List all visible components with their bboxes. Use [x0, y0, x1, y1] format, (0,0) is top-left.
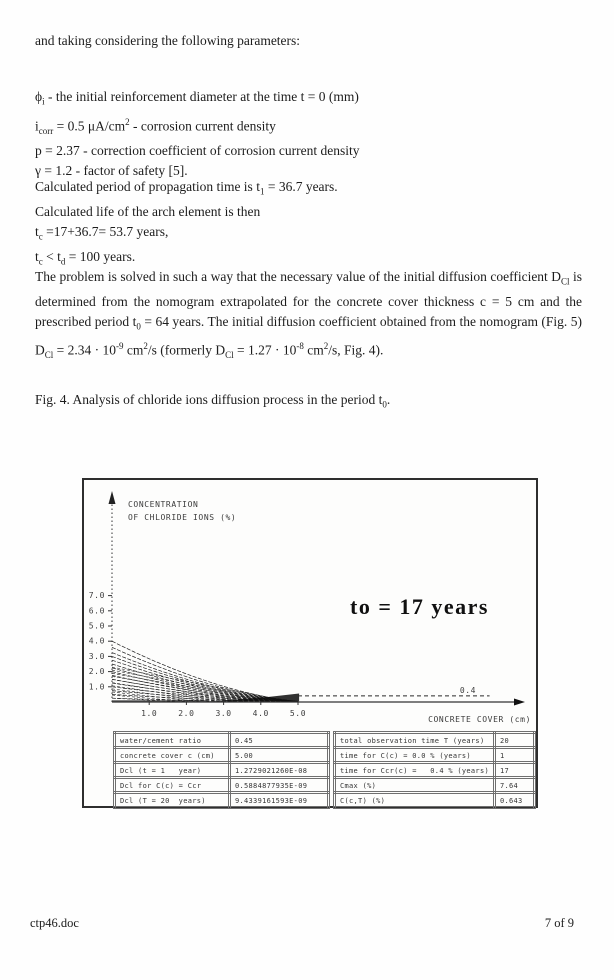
- calc-line-life: Calculated life of the arch element is then: [35, 204, 261, 220]
- figure-data-table-left: [113, 731, 330, 809]
- parameter-line-gamma: γ = 1.2 - factor of safety [5].: [35, 162, 188, 178]
- y-tick-label: 5.0: [88, 621, 105, 631]
- calc-line-tc: $t_c =17+36.7= 53.7$ years,: [35, 223, 169, 242]
- table-cell-value: 17: [494, 763, 534, 778]
- parameter-line-phi: $\phi_i$ - the initial reinforcement diameter at the time t = 0 (mm): [35, 89, 359, 107]
- table-cell-label: concrete cover c (cm): [115, 748, 230, 763]
- table-row: [335, 748, 535, 763]
- table-cell-label: total observation time T (years): [335, 733, 495, 748]
- y-axis-title-line2: OF CHLORIDE IONS (%): [128, 513, 237, 522]
- table-cell-value: 0.45: [230, 733, 329, 748]
- diffusion-chart-svg: [84, 480, 536, 730]
- y-axis-title-line1: CONCENTRATION: [128, 500, 199, 509]
- x-tick-label: 2.0: [178, 709, 195, 718]
- table-cell-value: 1.2729021260E-08: [230, 763, 329, 778]
- y-tick-label: 4.0: [88, 636, 105, 646]
- table-cell-value: 7.64: [494, 778, 534, 793]
- x-axis-arrow-icon: [514, 699, 525, 706]
- x-tick-label: 3.0: [215, 709, 232, 718]
- table-row: [115, 793, 329, 808]
- table-row: [335, 793, 535, 808]
- figure-tables: [113, 731, 536, 809]
- time-annotation: to = 17 years: [350, 594, 489, 619]
- diffusion-chart: [84, 480, 536, 730]
- calculation-block: [35, 177, 582, 272]
- threshold-label: 0.4: [459, 685, 477, 695]
- table-cell-label: Dcl (T = 20 years): [115, 793, 230, 808]
- table-row: [115, 763, 329, 778]
- x-axis-title: CONCRETE COVER (cm): [428, 715, 531, 724]
- x-tick-label: 5.0: [289, 709, 307, 718]
- table-cell-label: time for Ccr(c) = 0.4 % (years): [335, 763, 495, 778]
- problem-paragraph: The problem is solved in such a way that the necessary value of the initial diffusion coefficient $D_{Cl}$ is determined from the nomogram extrapolated for the concrete cover thickness c = 5 cm and the prescribed period $t_0 = 64$ years. The initial diffusion coefficient obtained from the nomogram (Fig. 5) $D_{Cl} = 2.34 \cdot 10^{-9}$ $cm^2/s$ (formerly $D_{Cl} = 1.27 \cdot 10^{-8}$ $cm^2/s$, Fig. 4).: [35, 269, 583, 361]
- y-tick-label: 6.0: [88, 606, 105, 616]
- table-cell-value: 0.5884877935E-09: [230, 778, 329, 793]
- x-tick-label: 1.0: [141, 709, 158, 718]
- calc-line-propagation: Calculated period of propagation time is $t_1 = 36.7$ years.: [35, 179, 338, 197]
- table-row: [115, 748, 329, 763]
- figure-4-panel: [82, 478, 538, 808]
- y-axis-arrow-icon: [109, 491, 116, 504]
- table-row: [335, 763, 535, 778]
- table-cell-value: 20: [494, 733, 534, 748]
- table-cell-label: Dcl (t = 1 year): [115, 763, 230, 778]
- footer-filename: ctp46.doc: [30, 916, 79, 930]
- y-tick-label: 7.0: [88, 591, 105, 601]
- footer-page-number: 7 of 9: [544, 916, 574, 930]
- parameter-line-p: p = 2.37 - correction coefficient of corrosion current density: [35, 142, 360, 158]
- parameter-list: [35, 87, 582, 181]
- intro-paragraph: and taking considering the following parameters:: [35, 33, 301, 48]
- x-tick-label: 4.0: [252, 709, 269, 718]
- table-cell-value: 0.643: [494, 793, 534, 808]
- figure-data-table-right: [333, 731, 536, 809]
- table-row: [115, 778, 329, 793]
- table-row: [335, 733, 535, 748]
- table-cell-label: C(c,T) (%): [335, 793, 495, 808]
- table-cell-label: Dcl for C(c) = Ccr: [115, 778, 230, 793]
- table-cell-value: 1: [494, 748, 534, 763]
- calc-line-td: $t_c < t_d = 100$ years.: [35, 248, 136, 267]
- table-cell-label: time for C(c) = 0.0 % (years): [335, 748, 495, 763]
- y-tick-label: 1.0: [88, 682, 105, 692]
- table-cell-label: water/cement ratio: [115, 733, 230, 748]
- parameter-line-icorr: $i_{corr} = 0.5$ $\mu A/cm^2$ - corrosion current density: [35, 116, 276, 136]
- table-row: [335, 778, 535, 793]
- table-cell-value: 9.4339161593E-09: [230, 793, 329, 808]
- y-tick-label: 3.0: [88, 651, 105, 661]
- table-row: [115, 733, 329, 748]
- table-cell-label: Cmax (%): [335, 778, 495, 793]
- table-cell-value: 5.00: [230, 748, 329, 763]
- y-tick-label: 2.0: [88, 667, 105, 677]
- figure-caption: Fig. 4. Analysis of chloride ions diffusion process in the period $t_0$.: [35, 392, 391, 410]
